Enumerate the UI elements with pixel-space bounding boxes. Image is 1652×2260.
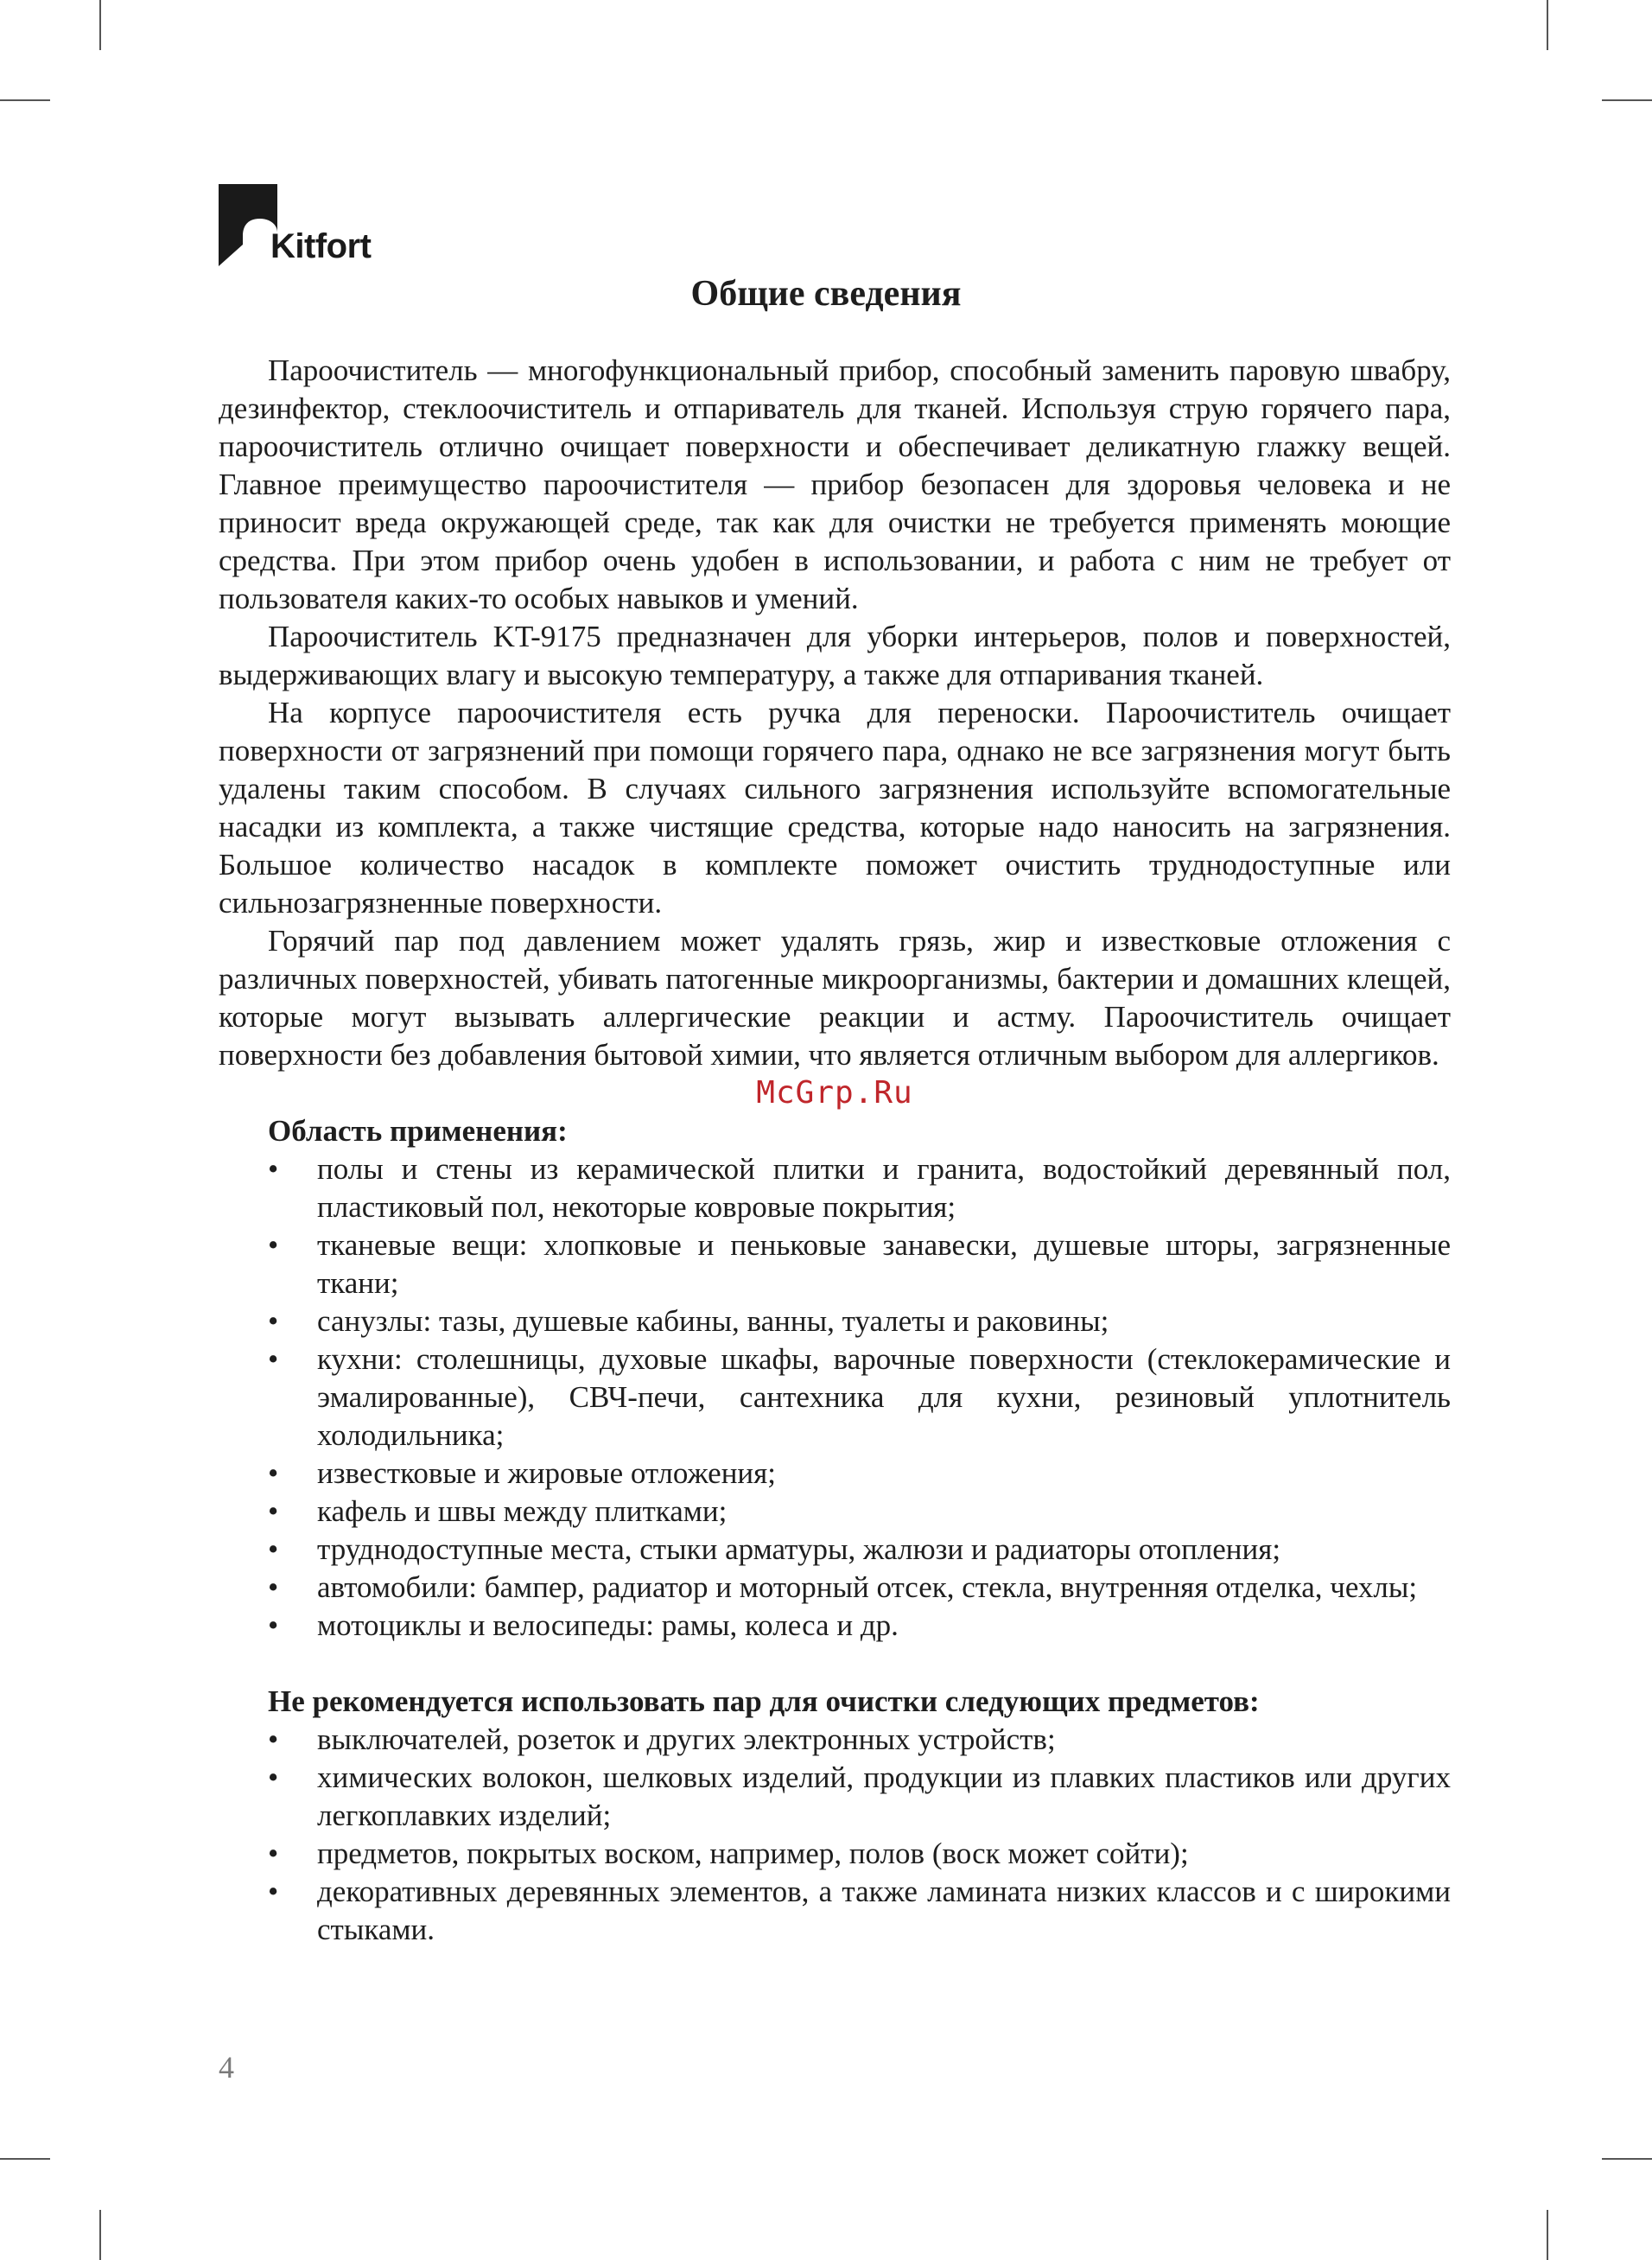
brand-logo (219, 184, 383, 271)
list-item: • автомобили: бампер, радиатор и моторный отсек, стекла, внутренняя отделка, чехлы; (219, 1569, 1451, 1607)
crop-mark (0, 99, 50, 101)
list-item: • химических волокон, шелковых изделий, продукции из плавких пластиков или других легкоплавких изделий; (219, 1759, 1451, 1835)
list-item: • тканевые вещи: хлопковые и пеньковые занавески, душевые шторы, загрязненные ткани; (219, 1226, 1451, 1302)
crop-mark (1547, 2210, 1548, 2260)
watermark-link[interactable]: McGrp.Ru (756, 1075, 913, 1111)
paragraph: Пароочиститель — многофункциональный прибор, способный заменить паровую швабру, дезинфектор, стеклоочиститель и отпариватель для тканей. Используя струю горячего пара, пароочиститель отлично очищает поверхности и обеспечивает деликатную глажку вещей. Главное преимущество пароочистителя — прибор безопасен для здоровья человека и не приносит вреда окружающей среде, так как для очистки не требуется применять моющие средства. При этом прибор очень удобен в использовании, и работа с ним не требует от пользователя каких-то особых навыков и умений. (219, 353, 1451, 615)
section-spacer (219, 1645, 1451, 1683)
application-list (219, 1150, 1451, 1645)
application-heading: Область применения: (268, 1114, 568, 1148)
list-item: • санузлы: тазы, душевые кабины, ванны, туалеты и раковины; (219, 1302, 1451, 1340)
list-item: • предметов, покрытых воском, например, полов (воск может сойти); (219, 1835, 1451, 1873)
crop-mark (0, 2158, 50, 2160)
list-item: • мотоциклы и велосипеды: рамы, колеса и др. (219, 1607, 1451, 1645)
crop-mark (1547, 0, 1548, 50)
not-recommended-heading: Не рекомендуется использовать пар для очистки следующих предметов: (268, 1684, 1260, 1718)
list-item: • выключателей, розеток и других электронных устройств; (219, 1721, 1451, 1759)
not-recommended-list (219, 1721, 1451, 1949)
page-number: 4 (219, 2050, 234, 2085)
brand-name: Kitfort (270, 227, 372, 265)
list-item: • кухни: столешницы, духовые шкафы, варочные поверхности (стеклокерамические и эмалированные), СВЧ-печи, сантехника для кухни, резиновый уплотнитель холодильника; (219, 1340, 1451, 1455)
document-body (219, 352, 1451, 1949)
crop-mark (1602, 99, 1652, 101)
list-item: • труднодоступные места, стыки арматуры, жалюзи и радиаторы отопления; (219, 1531, 1451, 1569)
list-item: • известковые и жировые отложения; (219, 1455, 1451, 1493)
list-item: • кафель и швы между плитками; (219, 1493, 1451, 1531)
page-title: Общие сведения (690, 274, 962, 314)
paragraph: На корпусе пароочистителя есть ручка для переноски. Пароочиститель очищает поверхности от загрязнений при помощи горячего пара, однако не все загрязнения могут быть удалены таким способом. В случаях сильного загрязнения используйте вспомогательные насадки из комплекта, а также чистящие средства, которые надо наносить на загрязнения. Большое количество насадок в комплекте поможет очистить труднодоступные или сильнозагрязненные поверхности. (219, 696, 1451, 920)
list-item: • полы и стены из керамической плитки и гранита, водостойкий деревянный пол, пластиковый пол, некоторые ковровые покрытия; (219, 1150, 1451, 1226)
list-item: • декоративных деревянных элементов, а также ламината низких классов и с широкими стыками. (219, 1873, 1451, 1949)
crop-mark (1602, 2158, 1652, 2160)
crop-mark (99, 2210, 101, 2260)
paragraph: Горячий пар под давлением может удалять грязь, жир и известковые отложения с различных поверхностей, убивать патогенные микроорганизмы, бактерии и домашних клещей, которые могут вызывать аллергические реакции и астму. Пароочиститель очищает поверхности без добавления бытовой химии, что является отличным выбором для аллергиков. (219, 924, 1451, 1072)
crop-mark (99, 0, 101, 50)
paragraph: Пароочиститель KT-9175 предназначен для уборки интерьеров, полов и поверхностей, выдерживающих влагу и высокую температуру, а также для отпаривания тканей. (219, 620, 1451, 691)
